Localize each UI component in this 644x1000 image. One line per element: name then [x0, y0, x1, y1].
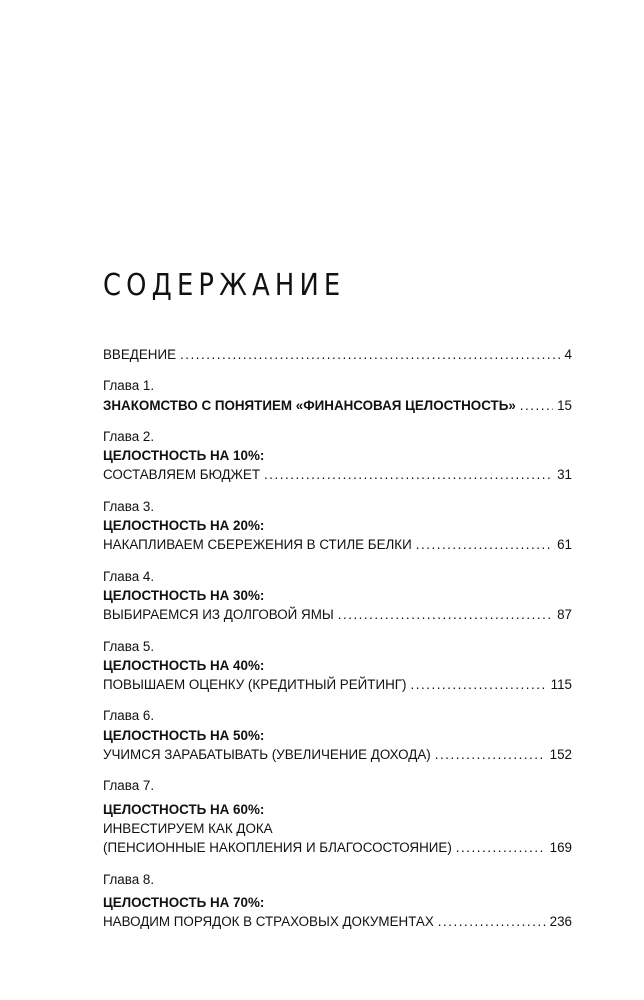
chapter-title: ЦЕЛОСТНОСТЬ НА 30%:: [103, 587, 265, 603]
toc-entry: [103, 706, 572, 764]
toc-entry: [103, 776, 572, 857]
dot-leader: [520, 396, 553, 415]
section-title: ИНВЕСТИРУЕМ КАК ДОКА: [103, 820, 273, 836]
toc-line: [103, 819, 572, 838]
toc-line: [103, 912, 572, 931]
toc-line: [103, 838, 572, 857]
section-title: ВЫБИРАЕМСЯ ИЗ ДОЛГОВОЙ ЯМЫ: [103, 607, 334, 623]
chapter-label: Глава 1.: [103, 378, 155, 394]
chapter-label: Глава 8.: [103, 871, 155, 887]
chapter-number: [103, 376, 572, 395]
page-number: 87: [557, 607, 572, 623]
table-of-contents: [103, 345, 572, 931]
toc-line: [103, 656, 572, 675]
toc-line: [103, 800, 572, 819]
toc-line: [103, 605, 572, 624]
section-title: УЧИМСЯ ЗАРАБАТЫВАТЬ (УВЕЛИЧЕНИЕ ДОХОДА): [103, 747, 431, 763]
dot-leader: [416, 535, 553, 554]
toc-line: [103, 675, 572, 694]
dot-leader: [264, 465, 553, 484]
chapter-number: [103, 870, 572, 889]
section-title: (ПЕНСИОННЫЕ НАКОПЛЕНИЯ И БЛАГОСОСТОЯНИЕ): [103, 840, 452, 856]
chapter-title: ЦЕЛОСТНОСТЬ НА 50%:: [103, 727, 265, 743]
toc-line: [103, 535, 572, 554]
chapter-number: [103, 427, 572, 446]
toc-line: [103, 726, 572, 745]
page-number: 31: [557, 467, 572, 483]
chapter-number: [103, 497, 572, 516]
dot-leader: [338, 605, 553, 624]
chapter-number: [103, 706, 572, 725]
chapter-number: [103, 776, 572, 795]
page-title: СОДЕРЖАНИЕ: [103, 268, 346, 303]
toc-line: [103, 516, 572, 535]
dot-leader: [438, 912, 546, 931]
toc-entry: [103, 870, 572, 932]
page-number: 61: [557, 537, 572, 553]
page-number: 115: [550, 677, 572, 693]
section-title: ПОВЫШАЕМ ОЦЕНКУ (КРЕДИТНЫЙ РЕЙТИНГ): [103, 677, 407, 693]
toc-line: [103, 345, 572, 364]
toc-entry: [103, 345, 572, 364]
toc-line: [103, 893, 572, 912]
chapter-label: Глава 7.: [103, 778, 155, 794]
toc-line: [103, 465, 572, 484]
chapter-title: ЗНАКОМСТВО С ПОНЯТИЕМ «ФИНАНСОВАЯ ЦЕЛОСТНОСТЬ»: [103, 397, 516, 413]
section-title: ВВЕДЕНИЕ: [103, 347, 177, 362]
page-number: 152: [549, 747, 572, 763]
page-number: 4: [564, 347, 572, 362]
dot-leader: [456, 838, 546, 857]
chapter-label: Глава 6.: [103, 708, 155, 724]
toc-entry: [103, 376, 572, 415]
chapter-title: ЦЕЛОСТНОСТЬ НА 70%:: [103, 894, 265, 910]
toc-line: [103, 396, 572, 415]
page-number: 169: [549, 840, 572, 856]
chapter-number: [103, 567, 572, 586]
chapter-title: ЦЕЛОСТНОСТЬ НА 20%:: [103, 518, 265, 534]
chapter-label: Глава 5.: [103, 638, 155, 654]
chapter-title: ЦЕЛОСТНОСТЬ НА 40%:: [103, 657, 265, 673]
dot-leader: [410, 675, 546, 694]
section-title: НАВОДИМ ПОРЯДОК В СТРАХОВЫХ ДОКУМЕНТАХ: [103, 914, 434, 930]
toc-line: [103, 745, 572, 764]
chapter-label: Глава 2.: [103, 428, 155, 444]
chapter-label: Глава 4.: [103, 568, 155, 584]
section-title: СОСТАВЛЯЕМ БЮДЖЕТ: [103, 467, 260, 483]
toc-entry: [103, 497, 572, 555]
chapter-label: Глава 3.: [103, 498, 155, 514]
toc-entry: [103, 637, 572, 695]
toc-entry: [103, 427, 572, 485]
page-number: 15: [557, 397, 572, 413]
toc-line: [103, 586, 572, 605]
dot-leader: [180, 345, 561, 364]
chapter-title: ЦЕЛОСТНОСТЬ НА 60%:: [103, 801, 265, 817]
section-title: НАКАПЛИВАЕМ СБЕРЕЖЕНИЯ В СТИЛЕ БЕЛКИ: [103, 537, 412, 553]
dot-leader: [435, 745, 546, 764]
page-number: 236: [549, 914, 572, 930]
chapter-title: ЦЕЛОСТНОСТЬ НА 10%:: [103, 448, 265, 464]
toc-entry: [103, 567, 572, 625]
chapter-number: [103, 637, 572, 656]
toc-line: [103, 446, 572, 465]
